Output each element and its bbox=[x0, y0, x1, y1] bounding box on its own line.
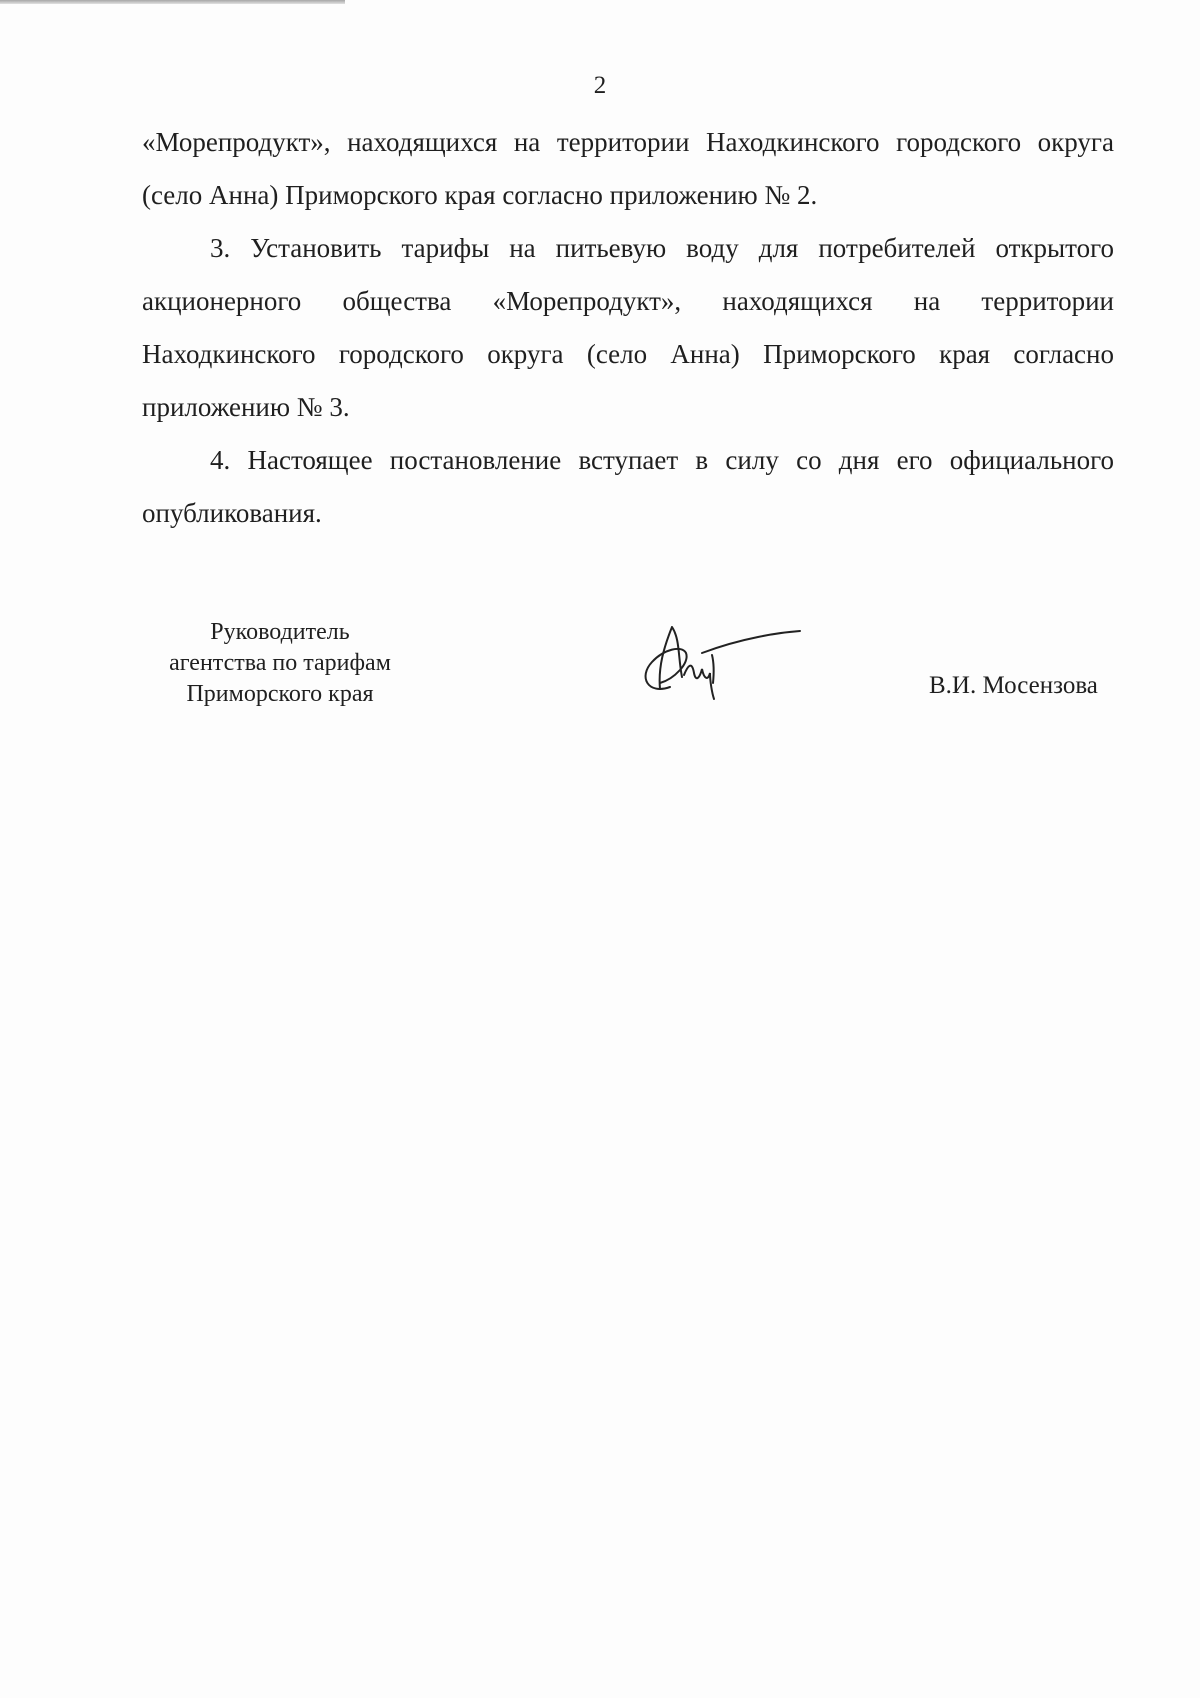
signer-name: В.И. Мосензова bbox=[929, 672, 1098, 699]
scan-edge-mark bbox=[0, 0, 345, 4]
signer-position-line: Приморского края bbox=[186, 681, 374, 707]
paragraph-item-4: 4. Настоящее постановление вступает в силу со дня его официального опубликования. bbox=[142, 445, 1114, 528]
paragraph-continuation: «Морепродукт», находящихся на территории Находкинского городского округа (село Анна) Приморского края согласно приложению № 2. bbox=[142, 127, 1114, 210]
signer-position-line: Руководитель bbox=[210, 619, 350, 645]
paragraph-item-3: 3. Установить тарифы на питьевую воду для потребителей открытого акционерного общества «Морепродукт», находящихся на территории Находкинского городского округа (село Анна) Приморского края согласно приложению № 3. bbox=[142, 233, 1114, 422]
signer-position bbox=[130, 617, 430, 710]
handwritten-signature bbox=[630, 617, 810, 717]
page-number: 2 bbox=[593, 72, 607, 99]
signer-position-line: агентства по тарифам bbox=[169, 650, 391, 676]
document-body bbox=[142, 116, 1114, 540]
signature-block bbox=[0, 617, 1200, 737]
